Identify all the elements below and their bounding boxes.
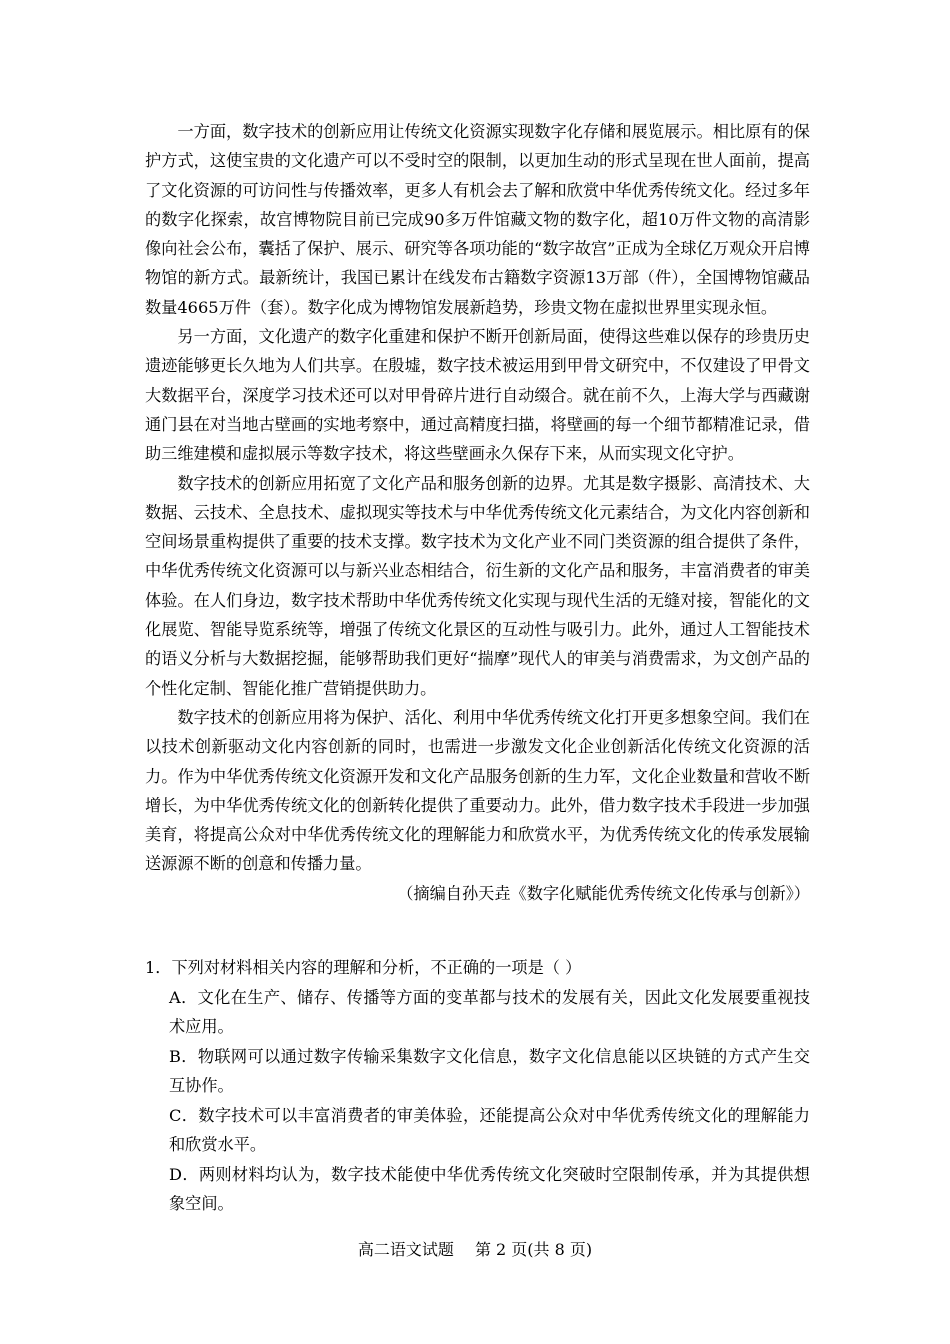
option-b: B．物联网可以通过数字传输采集数字文化信息，数字文化信息能以区块链的方式产生交互协作。: [169, 1046, 810, 1095]
article-paragraph-2: 另一方面，文化遗产的数字化重建和保护不断开创新局面，使得这些难以保存的珍贵历史遗迹能够更长久地为人们共享。在殷墟，数字技术被运用到甲骨文研究中，不仅建设了甲骨文大数据平台，深度学习技术还可以对甲骨碎片进行自动缀合。就在前不久，上海大学与西藏谢通门县在对当地古壁画的实地考察中，通过高精度扫描，将壁画的每一个细节都精准记录，借助三维建模和虚拟展示等数字技术，将这些壁画永久保存下来，从而实现文化守护。: [145, 327, 810, 464]
article-source: （摘编自孙天垚《数字化赋能优秀传统文化传承与创新》）: [397, 883, 810, 903]
article-paragraph-3: 数字技术的创新应用拓宽了文化产品和服务创新的边界。尤其是数字摄影、高清技术、大数据、云技术、全息技术、虚拟现实等技术与中华优秀传统文化元素结合，为文化内容创新和空间场景重构提供了重要的技术支撑。数字技术为文化产业不同门类资源的组合提供了条件，中华优秀传统文化资源可以与新兴业态相结合，衍生新的文化产品和服务，丰富消费者的审美体验。在人们身边，数字技术帮助中华优秀传统文化实现与现代生活的无缝对接，智能化的文化展览、智能导览系统等，增强了传统文化景区的互动性与吸引力。此外，通过人工智能技术的语义分析与大数据挖掘，能够帮助我们更好“揣摩”现代人的审美与消费需求，为文创产品的个性化定制、智能化推广营销提供助力。: [145, 473, 810, 698]
question-stem: 1．下列对材料相关内容的理解和分析，不正确的一项是（ ）: [145, 958, 582, 977]
article-paragraph-4: 数字技术的创新应用将为保护、活化、利用中华优秀传统文化打开更多想象空间。我们在以技术创新驱动文化内容创新的同时，也需进一步激发文化企业创新活化传统文化资源的活力。作为中华优秀传统文化资源开发和文化产品服务创新的生力军，文化企业数量和营收不断增长，为中华优秀传统文化的创新转化提供了重要动力。此外，借力数字技术手段进一步加强美育，将提高公众对中华优秀传统文化的理解能力和欣赏水平，为优秀传统文化的传承发展输送源源不断的创意和传播力量。: [145, 707, 810, 874]
option-d: D．两则材料均认为，数字技术能使中华优秀传统文化突破时空限制传承，并为其提供想象空间。: [169, 1164, 810, 1213]
page-footer: 高二语文试题 第 2 页(共 8 页): [357, 1240, 593, 1259]
article-body: [145, 117, 810, 908]
option-c: C．数字技术可以丰富消费者的审美体验，还能提高公众对中华优秀传统文化的理解能力和欣赏水平。: [169, 1105, 810, 1154]
option-a: A．文化在生产、储存、传播等方面的变革都与技术的发展有关，因此文化发展要重视技术应用。: [169, 987, 810, 1036]
question-1: [145, 953, 810, 1219]
article-paragraph-1: 一方面，数字技术的创新应用让传统文化资源实现数字化存储和展览展示。相比原有的保护方式，这使宝贵的文化遗产可以不受时空的限制，以更加生动的形式呈现在世人面前，提高了文化资源的可访问性与传播效率，更多人有机会去了解和欣赏中华优秀传统文化。经过多年的数字化探索，故宫博物院目前已完成90多万件馆藏文物的数字化，超10万件文物的高清影像向社会公布，囊括了保护、展示、研究等各项功能的“数字故宫”正成为全球亿万观众开启博物馆的新方式。最新统计，我国已累计在线发布古籍数字资源13万部（件），全国博物馆藏品数量4665万件（套）。数字化成为博物馆发展新趋势，珍贵文物在虚拟世界里实现永恒。: [145, 122, 810, 317]
